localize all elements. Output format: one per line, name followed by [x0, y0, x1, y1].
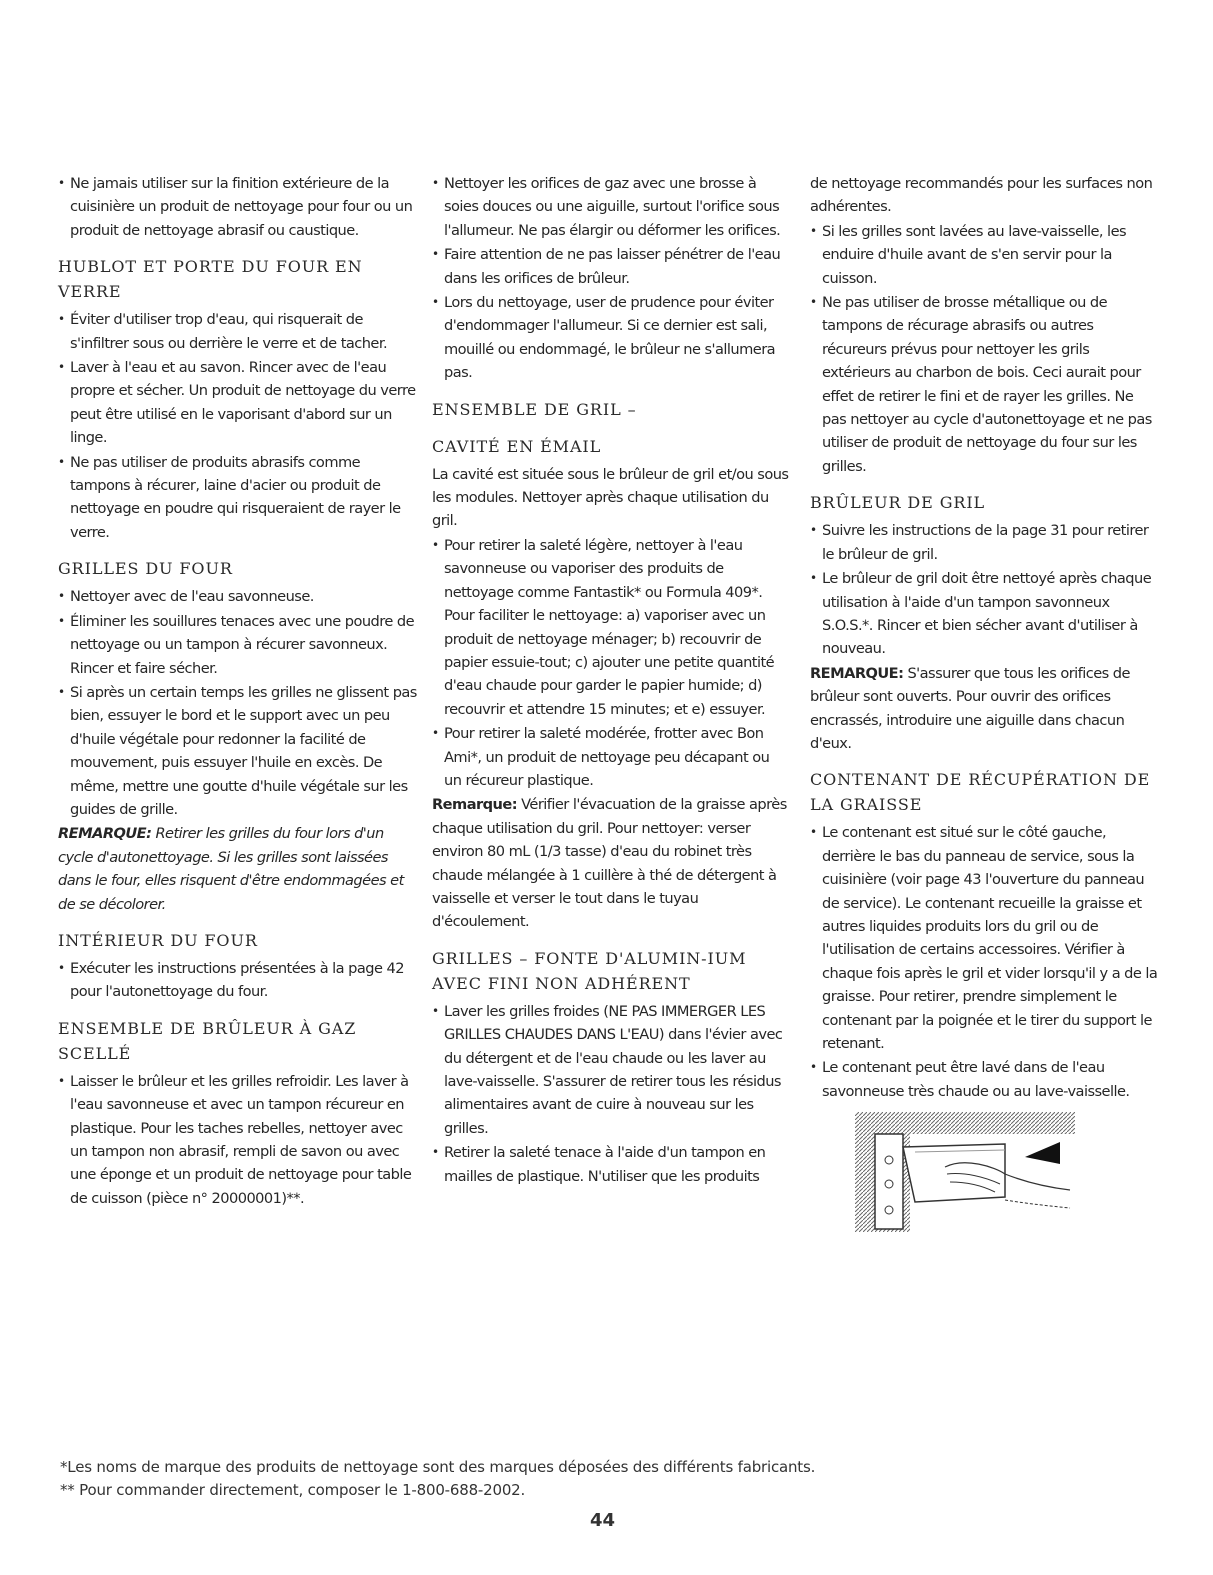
bullet-item: • Pour retirer la saleté légère, nettoyer à l'eau savonneuse ou vaporiser des produits de nettoyage comme Fantastik* ou Formula 409*. Pour faciliter le nettoyage: a) vaporiser avec un produit de nettoyage ménager; b) recouvrir de papier essuie-tout; c) ajouter une petite quantité d'eau chaude pour garder le papier humide; d) recouvrir et attendre 15 minutes; et e) essuyer. [432, 534, 790, 721]
heading-interieur: INTÉRIEUR DU FOUR [58, 930, 258, 950]
remark-paragraph [58, 822, 420, 916]
bullet-item: • Ne jamais utiliser sur la finition extérieure de la cuisinière un produit de nettoyage pour four ou un produit de nettoyage abrasif ou caustique. [58, 172, 420, 242]
bullet-item: • Laver les grilles froides (NE PAS IMMERGER LES GRILLES CHAUDES DANS L'EAU) dans l'évier avec du détergent et de l'eau chaude ou les laver au lave-vaisselle. S'assurer de retirer tous les résidus alimentaires avant de cuire à nouveau sur les grilles. [432, 1000, 790, 1140]
remark-paragraph [810, 662, 1160, 756]
remark-label: Remarque: [432, 796, 518, 814]
column-right [810, 172, 1160, 1240]
bullet-item: • Éliminer les souillures tenaces avec une poudre de nettoyage ou un tampon à récurer savonneux. Rincer et faire sécher. [58, 610, 420, 680]
bullet-item: • Faire attention de ne pas laisser pénétrer de l'eau dans les orifices de brûleur. [432, 243, 790, 290]
bullet-item: • Nettoyer les orifices de gaz avec une brosse à soies douces ou une aiguille, surtout l'orifice sous l'allumeur. Ne pas élargir ou déformer les orifices. [432, 172, 790, 242]
remark-text: Vérifier l'évacuation de la graisse après chaque utilisation du gril. Pour nettoyer: verser environ 80 mL (1/3 tasse) d'eau du robinet très chaude mélangée à 1 cuillère à thé de détergent à vaisselle et verser le tout dans le tuyau d'écoulement. [432, 796, 787, 931]
bullet-item: • Si les grilles sont lavées au lave-vaisselle, les enduire d'huile avant de s'en servir pour la cuisson. [810, 220, 1160, 290]
heading-cavite: CAVITÉ EN ÉMAIL [432, 436, 602, 456]
heading-hublot: HUBLOT ET PORTE DU FOUR EN VERRE [58, 257, 363, 302]
remark-text: S'assurer que tous les orifices de brûleur sont ouverts. Pour ouvrir des orifices encrassés, introduire une aiguille dans chacun d'eux. [810, 664, 1130, 752]
bullet-item: • Ne pas utiliser de brosse métallique ou de tampons de récurage abrasifs ou autres récureurs prévus pour nettoyer les grils extérieurs au charbon de bois. Ceci aurait pour effet de retirer le fini et de rayer les grilles. Ne pas nettoyer au cycle d'autonettoyage et ne pas utiliser de produit de nettoyage du four sur les grilles. [810, 291, 1160, 478]
remark-label: REMARQUE: [810, 664, 904, 682]
page-number: 44 [590, 1510, 616, 1531]
grease-container-illustration [855, 1112, 1075, 1232]
remark-paragraph [432, 793, 790, 933]
bullet-item: • Laver à l'eau et au savon. Rincer avec de l'eau propre et sécher. Un produit de nettoyage du verre peut être utilisé en le vaporisant d'abord sur un linge. [58, 356, 420, 450]
column-middle [432, 172, 790, 1189]
bullet-item: • Suivre les instructions de la page 31 pour retirer le brûleur de gril. [810, 519, 1160, 566]
bullet-item: • Ne pas utiliser de produits abrasifs comme tampons à récurer, laine d'acier ou produit de nettoyage en poudre qui risqueraient de rayer le verre. [58, 451, 420, 545]
paragraph: La cavité est située sous le brûleur de gril et/ou sous les modules. Nettoyer après chaque utilisation du gril. [432, 465, 789, 530]
heading-grilles-fonte: GRILLES – FONTE D'ALUMIN-IUM AVEC FINI NON ADHÉRENT [432, 948, 747, 993]
bullet-item: • Laisser le brûleur et les grilles refroidir. Les laver à l'eau savonneuse et avec un tampon récureur en plastique. Pour les taches rebelles, nettoyer avec un tampon non abrasif, rempli de savon ou avec une éponge et un produit de nettoyage pour table de cuisson (pièce n° 20000001)**. [58, 1070, 420, 1210]
bullet-item: • Le brûleur de gril doit être nettoyé après chaque utilisation à l'aide d'un tampon savonneux S.O.S.*. Rincer et bien sécher avant d'utiliser à nouveau. [810, 567, 1160, 661]
bullet-item: • Lors du nettoyage, user de prudence pour éviter d'endommager l'allumeur. Si ce dernier est sali, mouillé ou endommagé, le brûleur ne s'allumera pas. [432, 291, 790, 385]
heading-bruleur-gaz: ENSEMBLE DE BRÛLEUR À GAZ SCELLÉ [58, 1018, 357, 1063]
bullet-item: • Le contenant peut être lavé dans de l'eau savonneuse très chaude ou au lave-vaisselle. [810, 1056, 1160, 1103]
heading-contenant: CONTENANT DE RÉCUPÉRATION DE LA GRAISSE [810, 770, 1151, 815]
bullet-item: • Si après un certain temps les grilles ne glissent pas bien, essuyer le bord et le support avec un peu d'huile végétale pour redonner la facilité de mouvement, puis essuyer l'huile en excès. De même, mettre une goutte d'huile végétale sur les guides de grille. [58, 681, 420, 821]
heading-ensemble-gril: ENSEMBLE DE GRIL – [432, 399, 637, 419]
heading-bruleur-gril: BRÛLEUR DE GRIL [810, 493, 986, 513]
footnote-1: *Les noms de marque des produits de nettoyage sont des marques déposées des différents fabricants. [60, 1458, 816, 1476]
column-left [58, 172, 420, 1211]
remark-label: REMARQUE: [58, 825, 152, 843]
heading-grilles-four: GRILLES DU FOUR [58, 559, 233, 579]
bullet-item: • Pour retirer la saleté modérée, frotter avec Bon Ami*, un produit de nettoyage peu décapant ou un récureur plastique. [432, 722, 790, 792]
bullet-item: • Retirer la saleté tenace à l'aide d'un tampon en mailles de plastique. N'utiliser que les produits [432, 1141, 790, 1188]
remark-text: Retirer les grilles du four lors d'un cycle d'autonettoyage. Si les grilles sont laissées dans le four, elles risquent d'être endommagées et de se décolorer. [58, 825, 404, 913]
paragraph: de nettoyage recommandés pour les surfaces non adhérentes. [810, 175, 1153, 216]
bullet-item: • Exécuter les instructions présentées à la page 42 pour l'autonettoyage du four. [58, 957, 420, 1004]
bullet-item: • Le contenant est situé sur le côté gauche, derrière le bas du panneau de service, sous la cuisinière (voir page 43 l'ouverture du panneau de service). Le contenant recueille la graisse et autres liquides produits lors du gril ou de l'utilisation de certains accessoires. Vérifier à chaque fois après le gril et vider lorsqu'il y a de la graisse. Pour retirer, prendre simplement le contenant par la poignée et le tirer du support le retenant. [810, 821, 1160, 1055]
bullet-item: • Éviter d'utiliser trop d'eau, qui risquerait de s'infiltrer sous ou derrière le verre et de tacher. [58, 308, 420, 355]
footnote-2: ** Pour commander directement, composer le 1-800-688-2002. [60, 1481, 526, 1499]
bullet-item: • Nettoyer avec de l'eau savonneuse. [58, 585, 420, 608]
footnotes [60, 1456, 1060, 1502]
